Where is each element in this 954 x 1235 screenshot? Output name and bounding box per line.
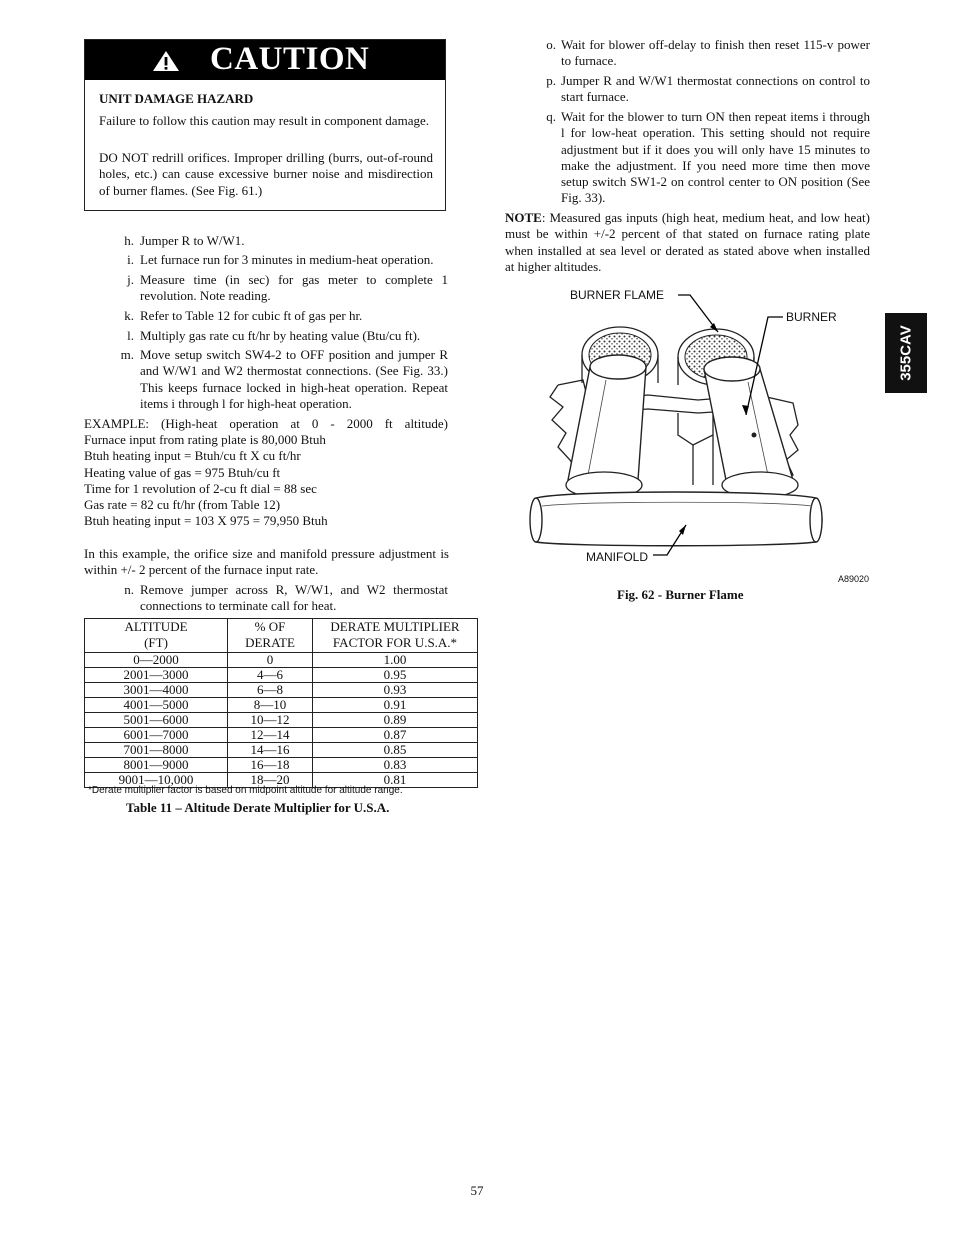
table-header <box>313 619 478 653</box>
header-line: ALTITUDE <box>124 619 188 634</box>
caution-box <box>84 39 446 211</box>
step-text: Jumper R and W/W1 thermostat connections on control to start furnace. <box>561 73 870 105</box>
figure-label-burner: BURNER <box>786 310 837 324</box>
step-marker: i. <box>127 252 134 267</box>
step-text: Wait for blower off-delay to finish then reset 115-v power to furnace. <box>561 37 870 69</box>
table-cell: 16—18 <box>228 757 313 772</box>
example-line: Furnace input from rating plate is 80,000 Btuh <box>84 432 326 447</box>
table-cell: 2001—3000 <box>85 667 228 682</box>
hazard-title: UNIT DAMAGE HAZARD <box>99 91 254 106</box>
warning-triangle-icon <box>152 50 180 72</box>
step-marker: k. <box>124 308 134 323</box>
table-row <box>85 697 478 712</box>
header-line: DERATE MULTIPLIER <box>330 619 460 634</box>
table-cell: 0.81 <box>313 772 478 787</box>
table-cell: 5001—6000 <box>85 712 228 727</box>
example-line: Heating value of gas = 975 Btuh/cu ft <box>84 465 281 480</box>
table-row <box>85 712 478 727</box>
step-text: Measure time (in sec) for gas meter to complete 1 revolution. Note reading. <box>140 272 448 304</box>
header-line: % OF <box>254 619 286 634</box>
table-header-row <box>85 619 478 653</box>
figure-label-manifold: MANIFOLD <box>586 550 649 564</box>
table-cell: 6—8 <box>228 682 313 697</box>
table-cell: 3001—4000 <box>85 682 228 697</box>
caution-paragraph: DO NOT redrill orifices. Improper drilling (burrs, out-of-round holes, etc.) can cause excessive burner noise and misdirection of burner flames. (See Fig. 61.) <box>99 150 433 198</box>
step-text: Move setup switch SW4-2 to OFF position and jumper R and W/W1 and W2 thermostat connections. (See Fig. 33.) This keeps furnace locked in high-heat operation. Repeat items i through l for high-heat operation. <box>140 347 448 411</box>
step-marker: l. <box>127 328 134 343</box>
header-line: FACTOR FOR U.S.A.* <box>332 635 458 651</box>
section-side-tab <box>885 313 927 393</box>
side-tab-label: 355CAV <box>897 325 915 381</box>
header-line: DERATE <box>245 635 295 651</box>
step-marker: o. <box>546 37 556 52</box>
note-paragraph <box>505 210 870 275</box>
table-cell: 10—12 <box>228 712 313 727</box>
example-line: Btuh heating input = 103 X 975 = 79,950 Btuh <box>84 513 328 528</box>
caution-header <box>85 40 445 80</box>
table-row <box>85 652 478 667</box>
table-cell: 0 <box>228 652 313 667</box>
table-cell: 7001—8000 <box>85 742 228 757</box>
caution-paragraph: Failure to follow this caution may result in component damage. <box>99 113 429 128</box>
table-cell: 0.87 <box>313 727 478 742</box>
step-marker: p. <box>546 73 556 88</box>
table-row <box>85 742 478 757</box>
table-cell: 0.91 <box>313 697 478 712</box>
figure-label-burner-flame: BURNER FLAME <box>570 288 665 302</box>
table-caption: Table 11 – Altitude Derate Multiplier for U.S.A. <box>126 800 390 815</box>
step-marker: m. <box>120 347 134 362</box>
table-cell: 14—16 <box>228 742 313 757</box>
step-text: Let furnace run for 3 minutes in medium-heat operation. <box>140 252 434 267</box>
page-number: 57 <box>470 1183 484 1198</box>
caution-title: CAUTION <box>210 41 370 77</box>
example-conclusion: In this example, the orifice size and manifold pressure adjustment is within +/- 2 percent of the furnace input rate. <box>84 546 449 578</box>
table-cell: 8—10 <box>228 697 313 712</box>
step-text: Jumper R to W/W1. <box>140 233 245 248</box>
table-row <box>85 667 478 682</box>
table-cell: 8001—9000 <box>85 757 228 772</box>
table-footnote: *Derate multiplier factor is based on midpoint altitude for altitude range. <box>88 785 403 796</box>
header-line: (FT) <box>144 635 168 651</box>
step-text: Wait for the blower to turn ON then repeat items i through l for low-heat operation. This setting should not require adjustment but if it does you will only have 15 minutes to make the adjustment. If you need more time then move setup switch SW1-2 on control center to ON position (See Fig. 33). <box>561 109 870 206</box>
example-line: Gas rate = 82 cu ft/hr (from Table 12) <box>84 497 281 512</box>
table-cell: 0.95 <box>313 667 478 682</box>
step-marker: q. <box>546 109 556 124</box>
table-row <box>85 682 478 697</box>
burner-flame-illustration <box>528 285 828 575</box>
table-cell: 12—14 <box>228 727 313 742</box>
table-cell: 18—20 <box>228 772 313 787</box>
table-cell: 4—6 <box>228 667 313 682</box>
step-marker: j. <box>127 272 134 287</box>
step-marker: h. <box>124 233 134 248</box>
table-cell: 0—2000 <box>85 652 228 667</box>
altitude-derate-table <box>84 618 478 788</box>
example-heading: EXAMPLE: (High-heat operation at 0 - 2000 ft altitude) <box>84 416 448 431</box>
note-label: NOTE <box>505 210 542 225</box>
table-cell: 6001—7000 <box>85 727 228 742</box>
table-cell: 0.83 <box>313 757 478 772</box>
example-line: Time for 1 revolution of 2-cu ft dial = 88 sec <box>84 481 317 496</box>
table-row <box>85 727 478 742</box>
example-line: Btuh heating input = Btuh/cu ft X cu ft/hr <box>84 448 301 463</box>
step-marker: n. <box>124 582 134 597</box>
step-text: Refer to Table 12 for cubic ft of gas per hr. <box>140 308 363 323</box>
note-text: : Measured gas inputs (high heat, medium heat, and low heat) must be within +/-2 percent of that stated on furnace rating plate when installed at sea level or derated as stated above when installed at higher altitudes. <box>505 210 870 274</box>
table-cell: 0.89 <box>313 712 478 727</box>
table-cell: 4001—5000 <box>85 697 228 712</box>
table-cell: 0.93 <box>313 682 478 697</box>
table-cell: 0.85 <box>313 742 478 757</box>
figure-code: A89020 <box>838 574 870 584</box>
step-text: Remove jumper across R, W/W1, and W2 thermostat connections to terminate call for heat. <box>140 582 448 614</box>
table-row <box>85 757 478 772</box>
table-header <box>228 619 313 653</box>
table-header <box>85 619 228 653</box>
step-text: Multiply gas rate cu ft/hr by heating value (Btu/cu ft). <box>140 328 421 343</box>
table-cell: 1.00 <box>313 652 478 667</box>
figure-caption: Fig. 62 - Burner Flame <box>617 587 744 602</box>
table-cell: 9001—10,000 <box>85 772 228 787</box>
